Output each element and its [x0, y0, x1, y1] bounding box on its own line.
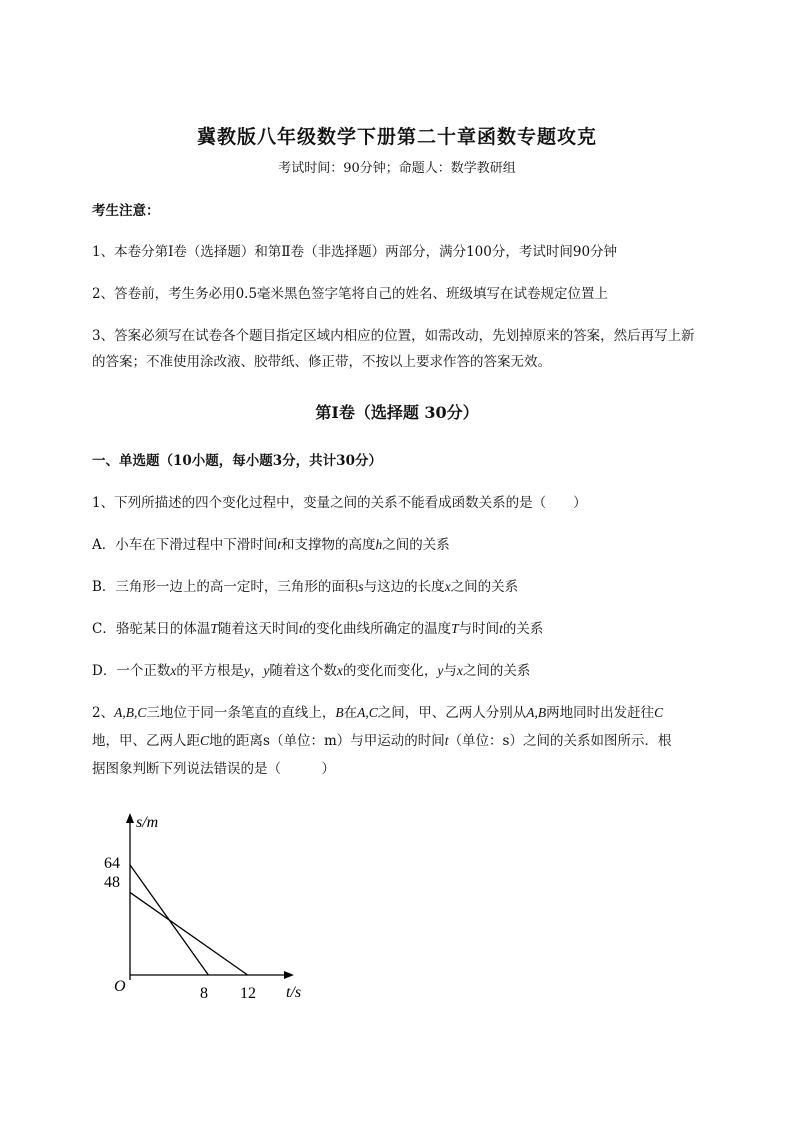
- question-1-option-b: B．三角形一边上的高一定时，三角形的面积s与这边的长度x之间的关系: [92, 579, 519, 595]
- y-tick-64: 64: [104, 855, 120, 872]
- question-2-line-1: 2、A,B,C三地位于同一条笔直的直线上，B在A,C之间，甲、乙两人分别从A,B两地同时出发赶往C: [92, 705, 664, 721]
- question-2-line-3: 据图象判断下列说法错误的是（ ）: [92, 761, 335, 777]
- notice-heading: 考生注意：: [92, 203, 160, 219]
- question-1-stem: 1、下列所描述的四个变化过程中，变量之间的关系不能看成函数关系的是（ ）: [92, 495, 587, 511]
- y-axis-label: s/m: [136, 814, 159, 831]
- x-tick-8: 8: [200, 985, 208, 1002]
- series-line-2: [130, 892, 248, 975]
- distance-time-graph: [100, 805, 320, 1005]
- section-title: 第I卷（选择题 30分）: [315, 403, 479, 422]
- x-axis-label: t/s: [286, 984, 302, 1001]
- origin-label: O: [114, 978, 126, 995]
- notice-item-3: 3、答案必须写在试卷各个题目指定区域内相应的位置，如需改动，先划掉原来的答案，然后再写上新: [92, 328, 695, 344]
- series-layer: [130, 865, 248, 975]
- notice-item-3-cont: 的答案；不准使用涂改液、胶带纸、修正带，不按以上要求作答的答案无效。: [92, 354, 551, 370]
- part-heading: 一、单选题（10小题，每小题3分，共计30分）: [92, 453, 382, 469]
- question-1-option-c: C．骆驼某日的体温T随着这天时间t的变化曲线所确定的温度T与时间t的关系: [92, 621, 544, 637]
- question-2-line-2: 地，甲、乙两人距C地的距离s（单位：m）与甲运动的时间t（单位：s）之间的关系如图所示．根: [92, 733, 672, 749]
- question-1-option-d: D．一个正数x的平方根是y，y随着这个数x的变化而变化，y与x之间的关系: [92, 663, 531, 679]
- x-axis-arrow: [284, 971, 294, 979]
- question-1-option-a: A．小车在下滑过程中下滑时间t和支撑物的高度h之间的关系: [92, 537, 450, 553]
- x-tick-12: 12: [240, 985, 256, 1002]
- page-title: 冀教版八年级数学下册第二十章函数专题攻克: [196, 126, 597, 148]
- notice-item-2: 2、答卷前，考生务必用0.5毫米黑色签字笔将自己的姓名、班级填写在试卷规定位置上: [92, 286, 609, 302]
- exam-info: 考试时间：90分钟；命题人：数学教研组: [278, 161, 516, 176]
- y-axis-arrow: [126, 813, 134, 823]
- y-tick-48: 48: [104, 874, 120, 891]
- notice-item-1: 1、本卷分第I卷（选择题）和第Ⅱ卷（非选择题）两部分，满分100分，考试时间90分钟: [92, 244, 618, 260]
